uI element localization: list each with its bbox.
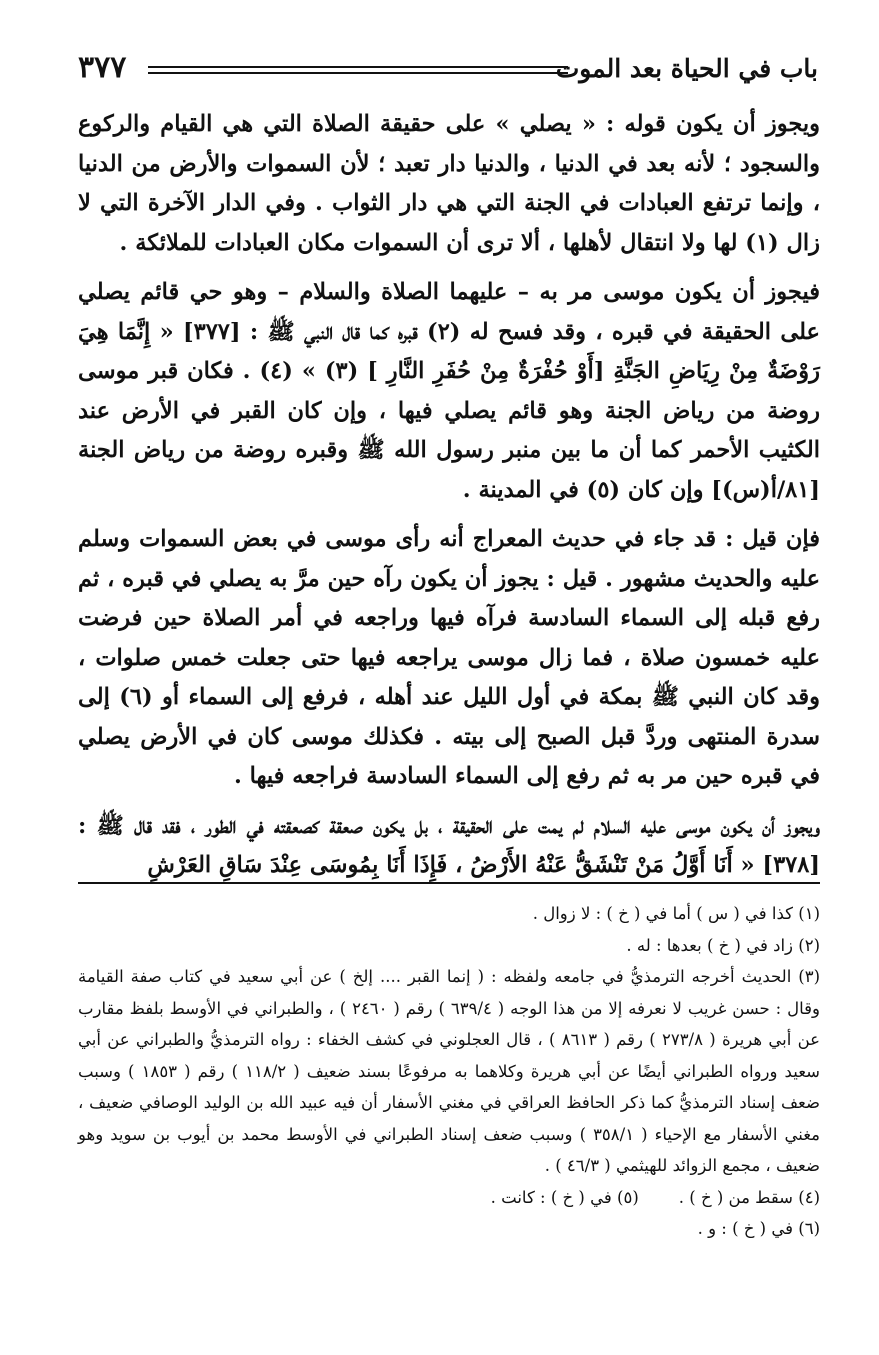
paragraph-4: ويجوز أن يكون موسى عليه السلام لم يمت على الحقيقة ، بل يكون صعقة كصعقته في الطور ، فقد قال ﷺ : [٣٧٨] « أَنَا أَوَّلُ مَنْ تَنْشَقُّ عَنْهُ الأَرْضُ ، فَإِذَا أَنَا بِمُوسَى عِنْدَ سَاقِ العَرْشِ (78, 812, 820, 878)
footnote-row (78, 1182, 820, 1214)
footnote-divider (78, 882, 820, 884)
footnote-2: (٢) زاد في ( خ ) بعدها : له . (626, 935, 820, 955)
footnote-6: (٦) في ( خ ) : و . (697, 1219, 820, 1238)
paragraph-1: ويجوز أن يكون قوله : « يصلي » على حقيقة الصلاة التي هي القيام والركوع والسجود ؛ لأنه بعد في الدنيا ، والدنيا دار تعبد ؛ لأن السموات والأرض من الدنيا ، وإنما ترتفع العبادات في الجنة التي هي دار الثواب . وفي الدار الآخرة التي لا زال (١) لها ولا انتقال لأهلها ، ألا ترى أن السموات مكان العبادات للملائكة . (78, 111, 820, 256)
page-number: ٣٧٧ (78, 50, 127, 85)
header-rule-double (148, 72, 568, 74)
paragraph-2: فيجوز أن يكون موسى مر به – عليهما الصلاة والسلام – وهو حي قائم يصلي على الحقيقة في قبره ، وقد فسح له (٢) قبره كما قال النبي ﷺ : [٣٧٧] « إِنَّمَا هِيَ رَوْضَةٌ مِنْ رِيَاضِ الجَنَّةِ [أَوْ حُفْرَةٌ مِنْ حُفَرِ النَّارِ ] (٣) » (٤) . فكان قبر موسى روضة من رياض الجنة وهو قائم يصلي فيها ، وإن كان القبر في الأرض عند الكثيب الأحمر كما أن ما بين منبر رسول الله ﷺ وقبره روضة من رياض الجنة [٨١/أ(س)] وإن كان (٥) في المدينة . (78, 279, 820, 503)
footnote-5: (٥) في ( خ ) : كانت . (490, 1187, 639, 1207)
page-header (78, 52, 818, 92)
main-text (78, 105, 820, 896)
footnotes (78, 898, 820, 1245)
running-title: باب في الحياة بعد الموت (555, 54, 818, 83)
header-rule (148, 66, 568, 68)
footnote-3: (٣) الحديث أخرجه الترمذيُّ في جامعه ولفظه : ( إنما القبر .... إلخ ) عن أبي سعيد في كتاب صفة القيامة وقال : حسن غريب لا نعرفه إلا من هذا الوجه ( ٦٣٩/٤ ) رقم ( ٢٤٦٠ ) ، والطبراني في الأوسط بلفظ مقارب عن أبي هريرة ( ٢٧٣/٨ ) رقم ( ٨٦١٣ ) ، قال العجلوني في كشف الخفاء : رواه الترمذيُّ والطبراني عن أبي سعيد ورواه الطبراني أيضًا عن أبي هريرة وكلاهما به مرفوعًا بسند ضعيف ( ١١٨/٢ ) رقم ( ١٨٥٣ ) وسبب ضعف إسناد الترمذيُّ كما ذكر الحافظ العراقي في مغني الأسفار أن فيه عبيد الله بن الوليد الوصافي ضعيف ، مغني الأسفار مع الإحياء ( ٣٥٨/١ ) وسبب ضعف إسناد الطبراني في الأوسط محمد بن أيوب بن سويد وهو ضعيف ، مجمع الزوائد للهيثمي ( ٤٦/٣ ) . (78, 967, 820, 1175)
footnote-1: (١) كذا في ( س ) أما في ( خ ) : لا زوال . (532, 904, 820, 923)
footnote-4: (٤) سقط من ( خ ) . (678, 1187, 820, 1207)
paragraph-3: فإن قيل : قد جاء في حديث المعراج أنه رأى موسى في بعض السموات وسلم عليه والحديث مشهور . قيل : يجوز أن يكون رآه حين مرَّ به يصلي في قبره ، ثم رفع قبله إلى السماء السادسة فرآه فيها وراجعه في أمر الصلاة حين فرضت عليه خمسون صلاة ، فما زال موسى يراجعه فيها حتى جعلت خمس صلوات ، وقد كان النبي ﷺ بمكة في أول الليل عند أهله ، فرفع إلى السماء أو (٦) إلى سدرة المنتهى وردَّ قبل الصبح إلى بيته . فكذلك موسى كان في الأرض يصلي في قبره حين مر به ثم رفع إلى السماء السادسة فراجعه فيها . (78, 526, 820, 789)
